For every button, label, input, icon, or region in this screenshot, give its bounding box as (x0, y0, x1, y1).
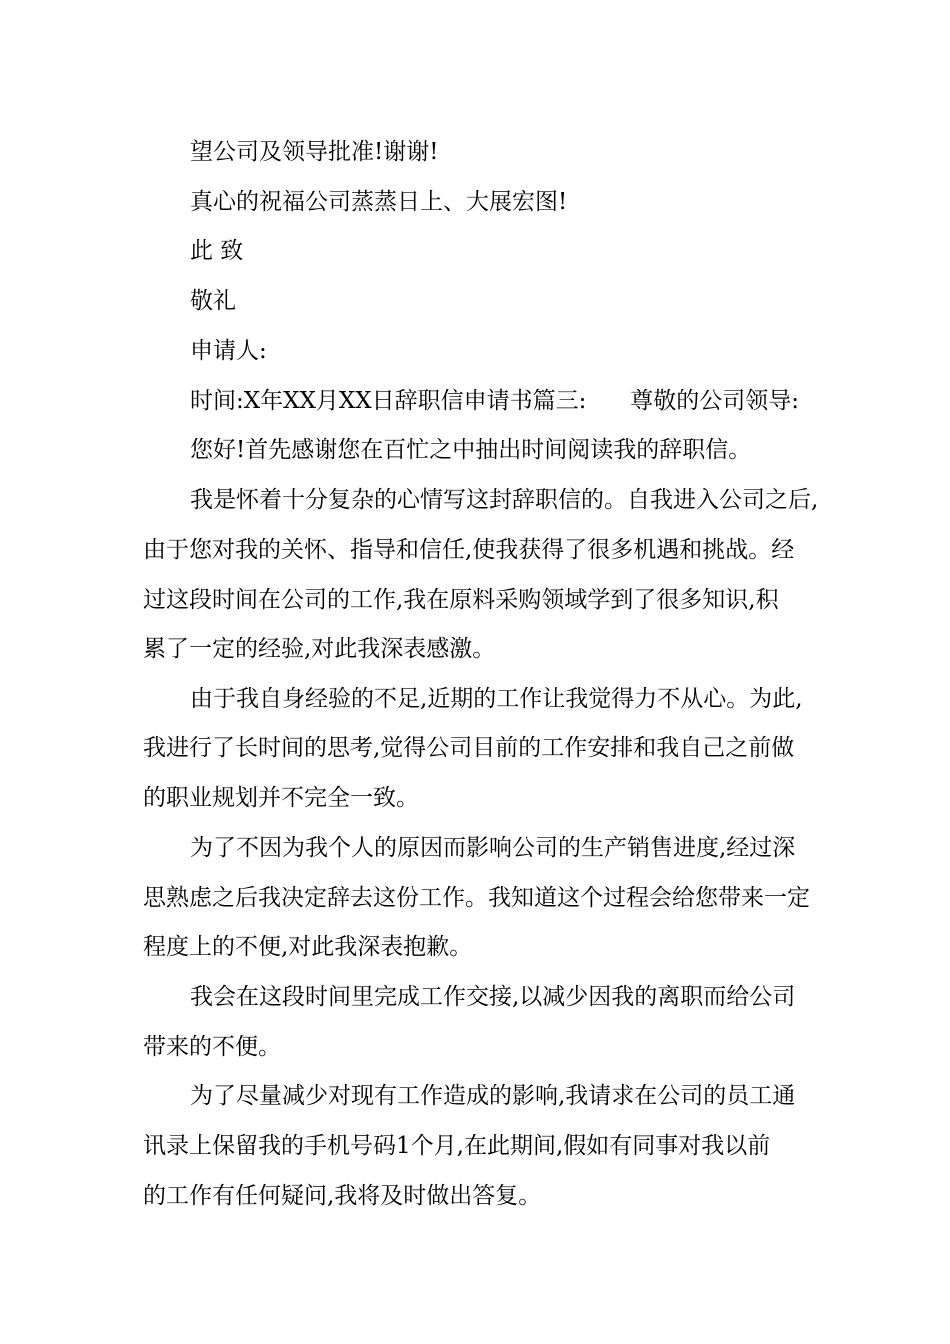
text-line: 由于您对我的关怀、指导和信任,使我获得了很多机遇和挑战。经 (143, 537, 795, 563)
text-line: 思熟虑之后我决定辞去这份工作。我知道这个过程会给您带来一定 (143, 885, 810, 911)
text-line: 的工作有任何疑问,我将及时做出答复。 (143, 1183, 542, 1209)
text-line: 我进行了长时间的思考,觉得公司目前的工作安排和我自己之前做 (143, 735, 795, 761)
text-line: 的职业规划并不完全一致。 (143, 785, 419, 811)
text-line: 程度上的不便,对此我深表抱歉。 (143, 934, 473, 960)
text-line: 由于我自身经验的不足,近期的工作让我觉得力不从心。为此, (190, 686, 803, 712)
text-line: 带来的不便。 (143, 1034, 281, 1060)
text-line: 为了不因为我个人的原因而影响公司的生产销售进度,经过深 (190, 835, 796, 861)
text-line: 时间:X年XX月XX日辞职信申请书篇三: 尊敬的公司领导: (190, 388, 799, 414)
text-line: 真心的祝福公司蒸蒸日上、大展宏图! (190, 189, 568, 215)
text-line: 申请人: (190, 338, 267, 364)
text-line: 为了尽量减少对现有工作造成的影响,我请求在公司的员工通 (190, 1083, 796, 1109)
text-line: 累了一定的经验,对此我深表感激。 (143, 636, 496, 662)
text-line: 敬礼 (190, 288, 236, 314)
text-line: 讯录上保留我的手机号码1个月,在此期间,假如有同事对我以前 (143, 1133, 771, 1159)
text-line: 我是怀着十分复杂的心情写这封辞职信的。自我进入公司之后, (190, 487, 819, 513)
text-line: 此 致 (190, 238, 244, 264)
text-line: 您好!首先感谢您在百忙之中抽出时间阅读我的辞职信。 (190, 437, 752, 463)
text-line: 我会在这段时间里完成工作交接,以减少因我的离职而给公司 (190, 984, 796, 1010)
text-line: 过这段时间在公司的工作,我在原料采购领域学到了很多知识,积 (143, 587, 779, 613)
text-line: 望公司及领导批准!谢谢! (190, 139, 439, 165)
